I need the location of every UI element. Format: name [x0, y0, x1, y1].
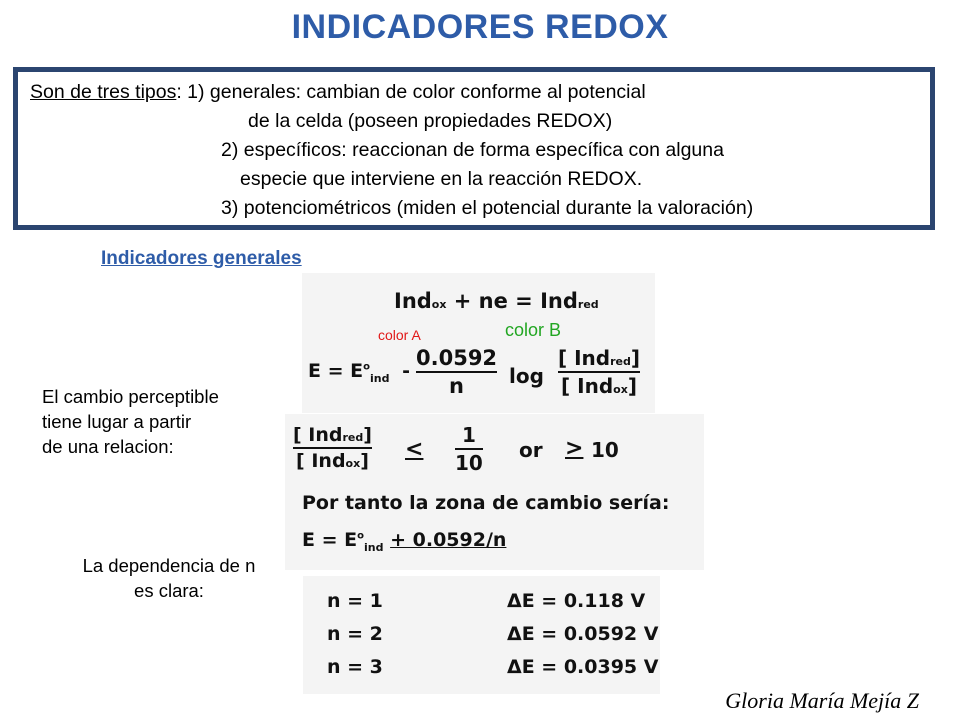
change-line-2: tiene lugar a partir	[42, 411, 192, 432]
or-label: or	[519, 438, 543, 462]
n-row-2-n: n = 2	[327, 623, 383, 645]
ten-value: 10	[591, 438, 619, 462]
author-signature: Gloria María Mejía Z	[725, 688, 919, 713]
n-row-3-delta: ΔE = 0.0395 V	[507, 656, 659, 678]
change-line-1: El cambio perceptible	[42, 386, 219, 407]
types-line-1	[30, 80, 646, 104]
log-label: log	[509, 364, 544, 388]
page-title: INDICADORES REDOX	[291, 8, 669, 46]
n-dependence-text	[54, 553, 284, 603]
n-row-1-n: n = 1	[327, 590, 383, 612]
change-explanation	[42, 384, 219, 459]
nernst-coefficient: 0.0592 n	[416, 346, 498, 398]
less-equal-symbol: <	[405, 437, 424, 462]
section-heading: Indicadores generales	[101, 248, 302, 269]
one-tenth: 1 10	[455, 423, 483, 475]
types-line-3: 2) específicos: reaccionan de forma específica con alguna	[221, 139, 724, 161]
n-row-2-delta: ΔE = 0.0592 V	[507, 623, 659, 645]
change-line-3: de una relacion:	[42, 436, 174, 457]
nernst-lhs: $E = E^o_{ind}$ -	[308, 360, 410, 385]
types-line-2: de la celda (poseen propiedades REDOX)	[248, 110, 613, 132]
types-box	[13, 67, 935, 230]
color-b-label: color B	[505, 320, 562, 340]
concentration-ratio: [ Indred] [ Indox]	[558, 346, 641, 398]
change-zone-text: Por tanto la zona de cambio sería:	[302, 492, 670, 514]
half-reaction: Indox + ne = Indred	[394, 289, 599, 313]
range-panel	[285, 414, 704, 570]
types-line-5: 3) potenciométricos (miden el potencial durante la valoración)	[221, 197, 754, 219]
nernst-panel	[302, 273, 655, 413]
types-intro: Son de tres tipos	[30, 81, 177, 103]
dep-line-2: es clara:	[134, 580, 204, 601]
change-zone-equation: $E = E^o_{ind} + 0.0592/n$	[302, 529, 507, 554]
n-dependence-panel	[303, 576, 660, 694]
dep-line-1: La dependencia de n	[82, 555, 256, 576]
ratio-fraction: [ Indred] [ Indox]	[293, 424, 372, 472]
n-row-3-n: n = 3	[327, 656, 383, 678]
types-general: : 1) generales: cambian de color conforme al potencial	[176, 81, 646, 103]
color-a-label: color A	[378, 327, 421, 343]
greater-equal-symbol: >	[565, 436, 584, 461]
n-row-1-delta: ΔE = 0.118 V	[507, 590, 646, 612]
types-line-4: especie que interviene en la reacción REDOX.	[240, 168, 643, 190]
